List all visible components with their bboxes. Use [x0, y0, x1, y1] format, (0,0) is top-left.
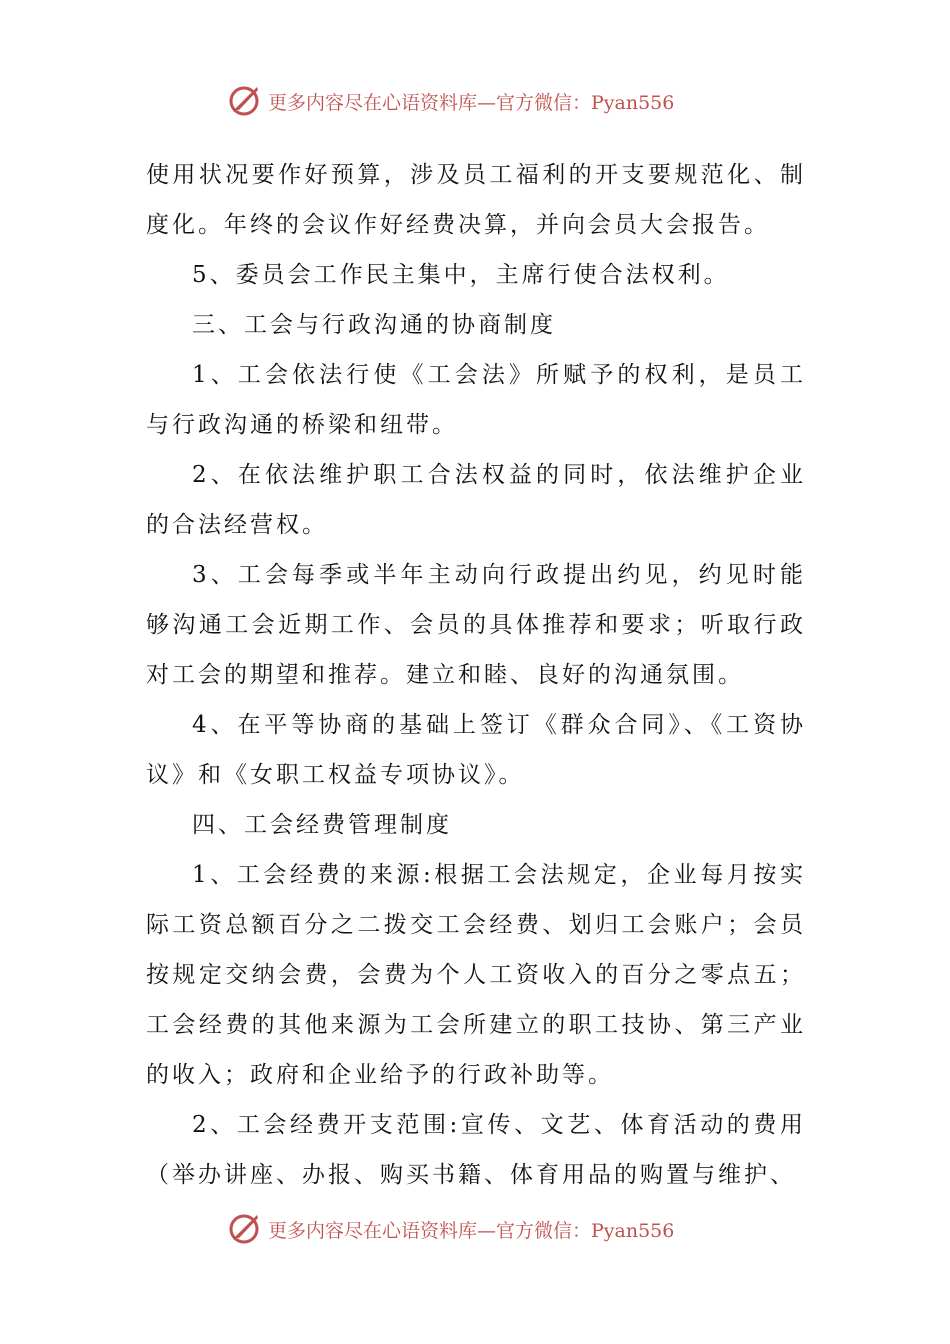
section-heading: 三、工会与行政沟通的协商制度	[192, 312, 556, 338]
footer-banner	[0, 1208, 950, 1252]
section-heading: 四、工会经费管理制度	[192, 812, 452, 838]
body-text	[146, 150, 806, 1200]
wechat-id: Pyan556	[591, 92, 675, 114]
wechat-id: Pyan556	[591, 1220, 675, 1242]
paragraph: 1、工会依法行使《工会法》所赋予的权利，是员工与行政沟通的桥梁和纽带。	[146, 362, 806, 438]
banner-text: 更多内容尽在心语资料库—官方微信：	[268, 92, 592, 114]
paragraph: 使用状况要作好预算，涉及员工福利的开支要规范化、制度化。年终的会议作好经费决算，并向会员大会报告。	[146, 162, 806, 238]
banner-text: 更多内容尽在心语资料库—官方微信：	[268, 1220, 592, 1242]
header-banner	[0, 80, 950, 124]
pen-logo-icon	[227, 1210, 263, 1246]
pen-logo-icon	[227, 82, 263, 118]
paragraph: 5、委员会工作民主集中，主席行使合法权利。	[192, 262, 730, 288]
paragraph: 1、工会经费的来源:根据工会法规定，企业每月按实际工资总额百分之二拨交工会经费、划归工会账户；会员按规定交纳会费，会费为个人工资收入的百分之零点五；工会经费的其他来源为工会所建立的职工技协、第三产业的收入；政府和企业给予的行政补助等。	[146, 862, 806, 1088]
paragraph: 2、工会经费开支范围:宣传、文艺、体育活动的费用（举办讲座、办报、购买书籍、体育用品的购置与维护、	[146, 1112, 806, 1188]
paragraph: 3、工会每季或半年主动向行政提出约见，约见时能够沟通工会近期工作、会员的具体推荐和要求；听取行政对工会的期望和推荐。建立和睦、良好的沟通氛围。	[146, 562, 806, 688]
paragraph: 4、在平等协商的基础上签订《群众合同》、《工资协议》和《女职工权益专项协议》。	[146, 712, 806, 788]
paragraph: 2、在依法维护职工合法权益的同时，依法维护企业的合法经营权。	[146, 462, 806, 538]
